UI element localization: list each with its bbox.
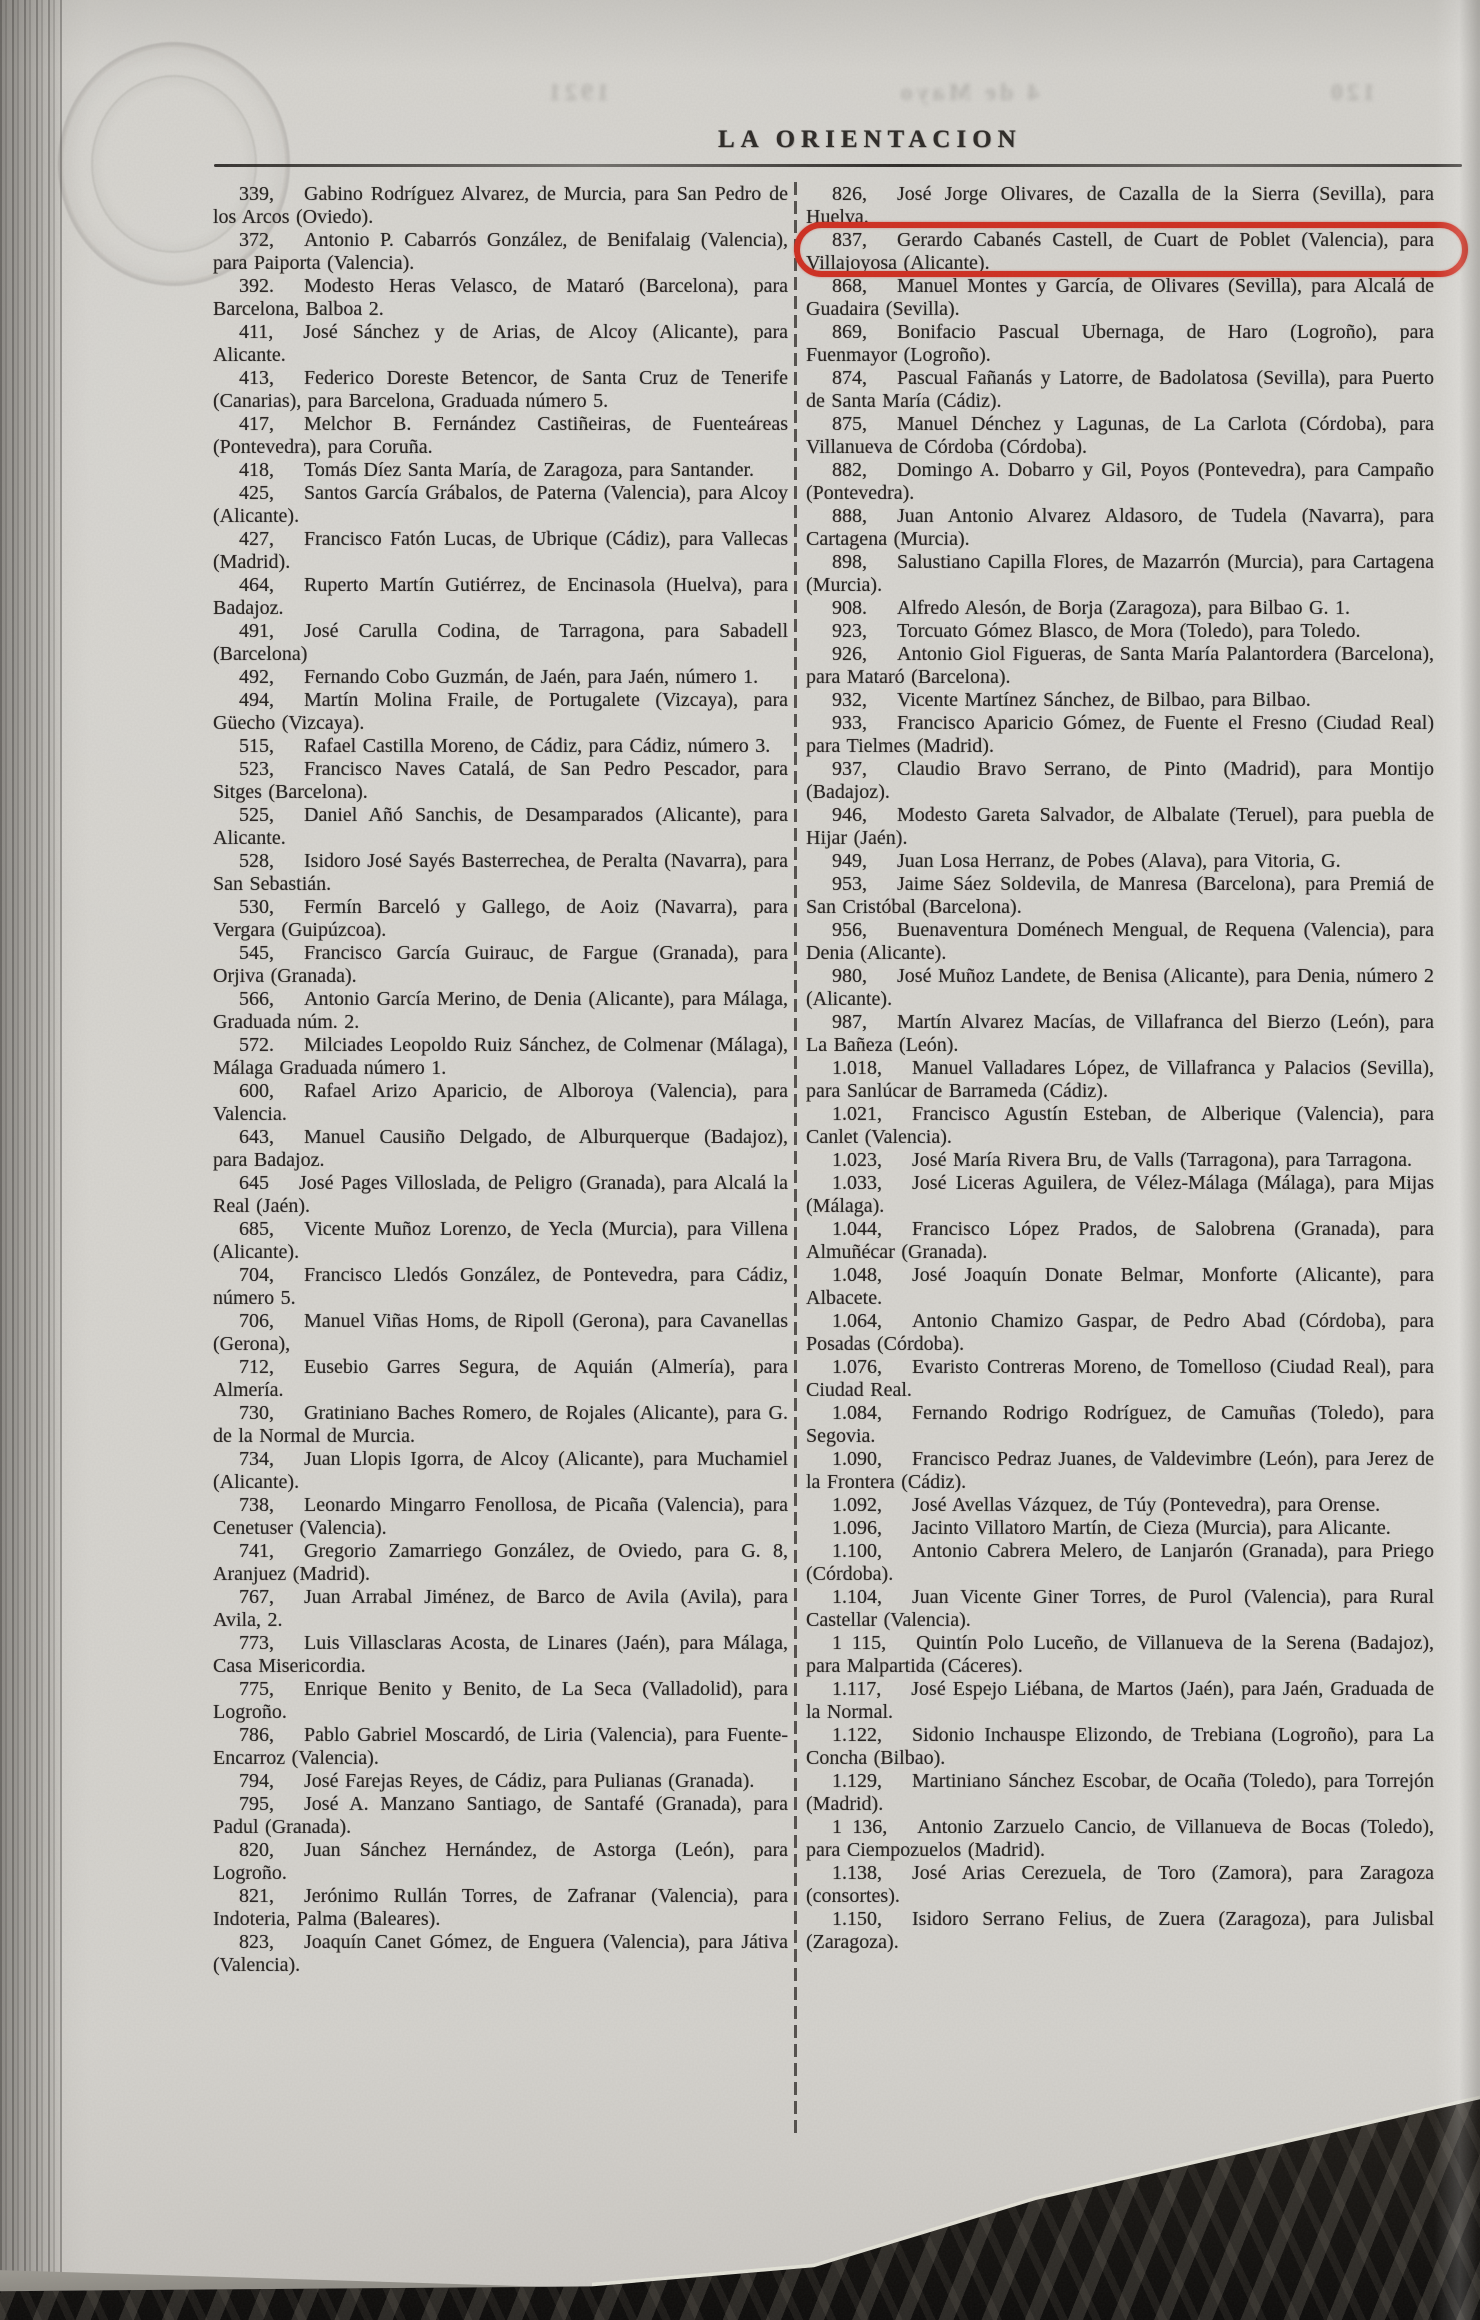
entry-number: 1.138, bbox=[832, 1862, 882, 1884]
entry-text: Jerónimo Rullán Torres, de Zafranar (Valencia), para Indoteria, Palma (Baleares). bbox=[213, 1885, 788, 1930]
list-entry bbox=[806, 505, 1434, 551]
entry-number: 643, bbox=[239, 1126, 274, 1148]
list-entry bbox=[213, 1632, 788, 1678]
entry-number: 795, bbox=[239, 1793, 274, 1815]
entry-text: Juan Vicente Giner Torres, de Purol (Valencia), para Rural Castellar (Valencia). bbox=[806, 1586, 1434, 1631]
list-entry bbox=[213, 1402, 788, 1448]
entry-text: José Jorge Olivares, de Cazalla de la Sierra (Sevilla), para Huelva. bbox=[806, 183, 1434, 228]
list-entry bbox=[806, 689, 1434, 712]
list-entry bbox=[806, 1632, 1434, 1678]
entry-text: Federico Doreste Betencor, de Santa Cruz de Tenerife (Canarias), para Barcelona, Graduada número 5. bbox=[213, 367, 788, 412]
entry-number: 545, bbox=[239, 942, 274, 964]
entry-text: Alfredo Alesón, de Borja (Zaragoza), para Bilbao G. 1. bbox=[897, 597, 1350, 619]
entry-number: 821, bbox=[239, 1885, 274, 1907]
entry-text: Sidonio Inchauspe Elizondo, de Trebiana (Logroño), para La Concha (Bilbao). bbox=[806, 1724, 1434, 1769]
show-through-fragment: 4 de Mayo bbox=[896, 80, 1040, 106]
entry-text: Isidoro Serrano Felius, de Zuera (Zaragoza), para Julisbal (Zaragoza). bbox=[806, 1908, 1434, 1953]
entry-text: Francisco Aparicio Gómez, de Fuente el Fresno (Ciudad Real) para Tielmes (Madrid). bbox=[806, 712, 1434, 757]
masthead-rule bbox=[214, 164, 1462, 167]
entry-number: 417, bbox=[239, 413, 274, 435]
entry-text: Vicente Muñoz Lorenzo, de Yecla (Murcia), para Villena (Alicante). bbox=[213, 1218, 788, 1263]
list-entry bbox=[213, 1310, 788, 1356]
entry-number: 515, bbox=[239, 735, 274, 757]
show-through-text bbox=[545, 80, 1375, 107]
entry-number: 949, bbox=[832, 850, 867, 872]
list-entry bbox=[806, 1517, 1434, 1540]
list-entry bbox=[806, 1540, 1434, 1586]
list-entry bbox=[213, 1540, 788, 1586]
list-entry bbox=[213, 1586, 788, 1632]
entry-text: Juan Losa Herranz, de Pobes (Alava), para Vitoria, G. bbox=[897, 850, 1341, 872]
entry-number: 980, bbox=[832, 965, 867, 987]
entry-number: 566, bbox=[239, 988, 274, 1010]
entry-text: Jacinto Villatoro Martín, de Cieza (Murcia), para Alicante. bbox=[912, 1517, 1391, 1539]
entry-text: Fernando Rodrigo Rodríguez, de Camuñas (Toledo), para Segovia. bbox=[806, 1402, 1434, 1447]
list-entry bbox=[806, 413, 1434, 459]
entry-number: 528, bbox=[239, 850, 274, 872]
list-entry bbox=[213, 459, 788, 482]
entry-text: Domingo A. Dobarro y Gil, Poyos (Pontevedra), para Campaño (Pontevedra). bbox=[806, 459, 1434, 504]
entry-number: 1.076, bbox=[832, 1356, 882, 1378]
entry-text: Pablo Gabriel Moscardó, de Liria (Valencia), para Fuente-Encarroz (Valencia). bbox=[213, 1724, 788, 1769]
entry-text: Evaristo Contreras Moreno, de Tomelloso (Ciudad Real), para Ciudad Real. bbox=[806, 1356, 1434, 1401]
list-entry bbox=[806, 1402, 1434, 1448]
list-entry bbox=[213, 528, 788, 574]
entry-text: Buenaventura Doménech Mengual, de Requena (Valencia), para Denia (Alicante). bbox=[806, 919, 1434, 964]
entry-number: 926, bbox=[832, 643, 867, 665]
entry-text: José Pages Villoslada, de Peligro (Granada), para Alcalá la Real (Jaén). bbox=[213, 1172, 788, 1217]
entry-text: José Liceras Aguilera, de Vélez-Málaga (Málaga), para Mijas (Málaga). bbox=[806, 1172, 1434, 1217]
entry-text: Daniel Añó Sanchis, de Desamparados (Alicante), para Alicante. bbox=[213, 804, 788, 849]
entry-text: José Espejo Liébana, de Martos (Jaén), para Jaén, Graduada de la Normal. bbox=[806, 1678, 1434, 1723]
entry-number: 826, bbox=[832, 183, 867, 205]
list-entry bbox=[806, 1816, 1434, 1862]
show-through-fragment: 1921 bbox=[545, 80, 609, 106]
entry-number: 868, bbox=[832, 275, 867, 297]
entry-number: 738, bbox=[239, 1494, 274, 1516]
entry-number: 869, bbox=[832, 321, 867, 343]
list-entry bbox=[806, 804, 1434, 850]
entry-text: José Farejas Reyes, de Cádiz, para Pulianas (Granada). bbox=[304, 1770, 755, 1792]
entry-text: Salustiano Capilla Flores, de Mazarrón (Murcia), para Cartagena (Murcia). bbox=[806, 551, 1434, 596]
list-entry bbox=[806, 712, 1434, 758]
entry-text: Bonifacio Pascual Ubernaga, de Haro (Logroño), para Fuenmayor (Logroño). bbox=[806, 321, 1434, 366]
entry-number: 908. bbox=[832, 597, 867, 619]
entry-number: 1.021, bbox=[832, 1103, 882, 1125]
column-divider bbox=[794, 182, 797, 2134]
entry-text: Enrique Benito y Benito, de La Seca (Valladolid), para Logroño. bbox=[213, 1678, 788, 1723]
entry-text: Rafael Castilla Moreno, de Cádiz, para Cádiz, número 3. bbox=[304, 735, 771, 757]
entry-text: Francisco Pedraz Juanes, de Valdevimbre (León), para Jerez de la Frontera (Cádiz). bbox=[806, 1448, 1434, 1493]
list-entry bbox=[806, 1770, 1434, 1816]
entry-text: Isidoro José Sayés Basterrechea, de Peralta (Navarra), para San Sebastián. bbox=[213, 850, 788, 895]
list-entry bbox=[213, 1770, 788, 1793]
list-entry bbox=[806, 758, 1434, 804]
list-entry bbox=[213, 1885, 788, 1931]
list-entry bbox=[806, 183, 1434, 229]
entry-text: Manuel Montes y García, de Olivares (Sevilla), para Alcalá de Guadaira (Sevilla). bbox=[806, 275, 1434, 320]
entry-text: José Carulla Codina, de Tarragona, para Sabadell (Barcelona) bbox=[213, 620, 788, 665]
entry-number: 875, bbox=[832, 413, 867, 435]
entry-number: 741, bbox=[239, 1540, 274, 1562]
entry-number: 372, bbox=[239, 229, 274, 251]
entry-text: Martiniano Sánchez Escobar, de Ocaña (Toledo), para Torrejón (Madrid). bbox=[806, 1770, 1434, 1815]
list-entry bbox=[213, 988, 788, 1034]
entry-text: Fernando Cobo Guzmán, de Jaén, para Jaén, número 1. bbox=[304, 666, 759, 688]
list-entry bbox=[213, 1218, 788, 1264]
list-entry bbox=[806, 459, 1434, 505]
entry-text: Juan Llopis Igorra, de Alcoy (Alicante), para Muchamiel (Alicante). bbox=[213, 1448, 788, 1493]
list-entry bbox=[213, 1448, 788, 1494]
entry-text: Martín Alvarez Macías, de Villafranca del Bierzo (León), para La Bañeza (León). bbox=[806, 1011, 1434, 1056]
entry-text: Martín Molina Fraile, de Portugalete (Vizcaya), para Güecho (Vizcaya). bbox=[213, 689, 788, 734]
list-entry bbox=[213, 689, 788, 735]
entry-text: Gerardo Cabanés Castell, de Cuart de Poblet (Valencia), para Villajoyosa (Alicante). bbox=[806, 229, 1434, 274]
list-entry bbox=[806, 1678, 1434, 1724]
entry-number: 767, bbox=[239, 1586, 274, 1608]
entry-text: José Joaquín Donate Belmar, Monforte (Alicante), para Albacete. bbox=[806, 1264, 1434, 1309]
entry-number: 730, bbox=[239, 1402, 274, 1424]
list-entry bbox=[806, 1356, 1434, 1402]
entry-text: Joaquín Canet Gómez, de Enguera (Valencia), para Játiva (Valencia). bbox=[213, 1931, 788, 1976]
list-entry bbox=[806, 229, 1434, 275]
entry-number: 953, bbox=[832, 873, 867, 895]
list-entry bbox=[213, 666, 788, 689]
list-entry bbox=[806, 597, 1434, 620]
entry-number: 734, bbox=[239, 1448, 274, 1470]
entry-text: Antonio Cabrera Melero, de Lanjarón (Granada), para Priego (Córdoba). bbox=[806, 1540, 1434, 1585]
list-entry bbox=[806, 1149, 1434, 1172]
entry-number: 820, bbox=[239, 1839, 274, 1861]
entry-number: 775, bbox=[239, 1678, 274, 1700]
entry-number: 530, bbox=[239, 896, 274, 918]
list-entry bbox=[213, 850, 788, 896]
entry-number: 1.122, bbox=[832, 1724, 882, 1746]
entry-text: Santos García Grábalos, de Paterna (Valencia), para Alcoy (Alicante). bbox=[213, 482, 788, 527]
list-entry bbox=[806, 1218, 1434, 1264]
list-entry bbox=[213, 1126, 788, 1172]
entry-text: Quintín Polo Luceño, de Villanueva de la Serena (Badajoz), para Malpartida (Cáceres). bbox=[806, 1632, 1434, 1677]
list-entry bbox=[213, 367, 788, 413]
entry-text: Juan Sánchez Hernández, de Astorga (León), para Logroño. bbox=[213, 1839, 788, 1884]
list-entry bbox=[806, 643, 1434, 689]
entry-number: 946, bbox=[832, 804, 867, 826]
entry-number: 882, bbox=[832, 459, 867, 481]
entry-text: Juan Arrabal Jiménez, de Barco de Avila (Avila), para Avila, 2. bbox=[213, 1586, 788, 1631]
entry-number: 704, bbox=[239, 1264, 274, 1286]
entry-text: José Muñoz Landete, de Benisa (Alicante), para Denia, número 2 (Alicante). bbox=[806, 965, 1434, 1010]
entry-number: 898, bbox=[832, 551, 867, 573]
entry-number: 794, bbox=[239, 1770, 274, 1792]
entry-text: Francisco Fatón Lucas, de Ubrique (Cádiz), para Vallecas (Madrid). bbox=[213, 528, 788, 573]
page-right-edge-shading bbox=[1434, 0, 1480, 2320]
entry-number: 494, bbox=[239, 689, 274, 711]
entry-number: 933, bbox=[832, 712, 867, 734]
list-entry bbox=[806, 1908, 1434, 1954]
list-entry bbox=[213, 482, 788, 528]
entry-text: José Sánchez y de Arias, de Alcoy (Alicante), para Alicante. bbox=[213, 321, 788, 366]
entry-number: 932, bbox=[832, 689, 867, 711]
list-entry bbox=[806, 1724, 1434, 1770]
list-entry bbox=[806, 1310, 1434, 1356]
entry-number: 572. bbox=[239, 1034, 274, 1056]
entry-number: 1 136, bbox=[832, 1816, 888, 1838]
list-entry bbox=[213, 1793, 788, 1839]
entry-text: Manuel Dénchez y Lagunas, de La Carlota (Córdoba), para Villanueva de Córdoba (Córdoba). bbox=[806, 413, 1434, 458]
entry-text: Torcuato Gómez Blasco, de Mora (Toledo), para Toledo. bbox=[897, 620, 1361, 642]
entry-text: Antonio P. Cabarrós González, de Benifalaig (Valencia), para Paiporta (Valencia). bbox=[213, 229, 788, 274]
list-entry bbox=[213, 229, 788, 275]
list-entry bbox=[806, 1494, 1434, 1517]
entry-text: Jaime Sáez Soldevila, de Manresa (Barcelona), para Premiá de San Cristóbal (Barcelona). bbox=[806, 873, 1434, 918]
list-entry bbox=[213, 1724, 788, 1770]
entry-number: 956, bbox=[832, 919, 867, 941]
entry-number: 786, bbox=[239, 1724, 274, 1746]
entry-text: Fermín Barceló y Gallego, de Aoiz (Navarra), para Vergara (Guipúzcoa). bbox=[213, 896, 788, 941]
entry-number: 923, bbox=[832, 620, 867, 642]
entry-number: 425, bbox=[239, 482, 274, 504]
entry-text: Francisco Lledós González, de Pontevedra, para Cádiz, número 5. bbox=[213, 1264, 788, 1309]
entry-text: Juan Antonio Alvarez Aldasoro, de Tudela (Navarra), para Cartagena (Murcia). bbox=[806, 505, 1434, 550]
list-entry bbox=[806, 850, 1434, 873]
entry-number: 1.084, bbox=[832, 1402, 882, 1424]
entry-text: Luis Villasclaras Acosta, de Linares (Jaén), para Málaga, Casa Misericordia. bbox=[213, 1632, 788, 1677]
entry-number: 339, bbox=[239, 183, 274, 205]
show-through-fragment: 120 bbox=[1327, 80, 1375, 106]
list-entry bbox=[806, 1264, 1434, 1310]
entry-number: 1.033, bbox=[832, 1172, 882, 1194]
entry-number: 525, bbox=[239, 804, 274, 826]
entry-number: 1.048, bbox=[832, 1264, 882, 1286]
entry-number: 888, bbox=[832, 505, 867, 527]
list-entry bbox=[213, 1678, 788, 1724]
entry-number: 464, bbox=[239, 574, 274, 596]
list-entry bbox=[213, 1172, 788, 1218]
list-entry bbox=[806, 1103, 1434, 1149]
entry-number: 411, bbox=[239, 321, 274, 343]
entry-number: 1.096, bbox=[832, 1517, 882, 1539]
entry-text: Rafael Arizo Aparicio, de Alboroya (Valencia), para Valencia. bbox=[213, 1080, 788, 1125]
list-entry bbox=[213, 275, 788, 321]
entry-text: Antonio Chamizo Gaspar, de Pedro Abad (Córdoba), para Posadas (Córdoba). bbox=[806, 1310, 1434, 1355]
column-right bbox=[806, 183, 1434, 1954]
entry-text: José María Rivera Bru, de Valls (Tarragona), para Tarragona. bbox=[912, 1149, 1412, 1171]
entry-text: Milciades Leopoldo Ruiz Sánchez, de Colmenar (Málaga), Málaga Graduada número 1. bbox=[213, 1034, 788, 1079]
entry-text: Francisco Agustín Esteban, de Alberique (Valencia), para Canlet (Valencia). bbox=[806, 1103, 1434, 1148]
entry-number: 987, bbox=[832, 1011, 867, 1033]
entry-text: José A. Manzano Santiago, de Santafé (Granada), para Padul (Granada). bbox=[213, 1793, 788, 1838]
entry-number: 1.023, bbox=[832, 1149, 882, 1171]
entry-number: 1.064, bbox=[832, 1310, 882, 1332]
entry-number: 837, bbox=[832, 229, 867, 251]
entry-number: 1.117, bbox=[832, 1678, 882, 1700]
entry-number: 712, bbox=[239, 1356, 274, 1378]
list-entry bbox=[213, 620, 788, 666]
entry-number: 823, bbox=[239, 1931, 274, 1953]
entry-text: Antonio Zarzuelo Cancio, de Villanueva de Bocas (Toledo), para Ciempozuelos (Madrid). bbox=[806, 1816, 1434, 1861]
list-entry bbox=[806, 367, 1434, 413]
list-entry bbox=[806, 965, 1434, 1011]
list-entry bbox=[213, 321, 788, 367]
masthead-title: LA ORIENTACION bbox=[718, 126, 1022, 153]
list-entry bbox=[806, 620, 1434, 643]
entry-number: 773, bbox=[239, 1632, 274, 1654]
entry-number: 492, bbox=[239, 666, 274, 688]
entry-number: 523, bbox=[239, 758, 274, 780]
list-entry bbox=[213, 413, 788, 459]
list-entry bbox=[213, 1356, 788, 1402]
entry-number: 685, bbox=[239, 1218, 274, 1240]
entry-text: Tomás Díez Santa María, de Zaragoza, para Santander. bbox=[304, 459, 755, 481]
binding-edge bbox=[0, 0, 62, 2320]
list-entry bbox=[213, 1080, 788, 1126]
entry-text: Gabino Rodríguez Alvarez, de Murcia, para San Pedro de los Arcos (Oviedo). bbox=[213, 183, 788, 228]
list-entry bbox=[806, 873, 1434, 919]
entry-text: Eusebio Garres Segura, de Aquián (Almería), para Almería. bbox=[213, 1356, 788, 1401]
entry-text: Antonio García Merino, de Denia (Alicante), para Málaga, Graduada núm. 2. bbox=[213, 988, 788, 1033]
entry-text: Modesto Heras Velasco, de Mataró (Barcelona), para Barcelona, Balboa 2. bbox=[213, 275, 788, 320]
entry-text: Francisco López Prados, de Salobrena (Granada), para Almuñécar (Granada). bbox=[806, 1218, 1434, 1263]
entry-number: 937, bbox=[832, 758, 867, 780]
entry-number: 1.092, bbox=[832, 1494, 882, 1516]
entry-text: José Arias Cerezuela, de Toro (Zamora), para Zaragoza (consortes). bbox=[806, 1862, 1434, 1907]
list-entry bbox=[213, 1931, 788, 1977]
entry-text: Gregorio Zamarriego González, de Oviedo, para G. 8, Aranjuez (Madrid). bbox=[213, 1540, 788, 1585]
entry-text: Manuel Causiño Delgado, de Alburquerque (Badajoz), para Badajoz. bbox=[213, 1126, 788, 1171]
list-entry bbox=[806, 551, 1434, 597]
list-entry bbox=[806, 275, 1434, 321]
entry-text: José Avellas Vázquez, de Túy (Pontevedra), para Orense. bbox=[912, 1494, 1381, 1516]
list-entry bbox=[213, 804, 788, 850]
list-entry bbox=[213, 896, 788, 942]
entry-number: 1.044, bbox=[832, 1218, 882, 1240]
entry-number: 413, bbox=[239, 367, 274, 389]
entry-text: Manuel Valladares López, de Villafranca y Palacios (Sevilla), para Sanlúcar de Barrameda (Cádiz). bbox=[806, 1057, 1434, 1102]
entry-text: Leonardo Mingarro Fenollosa, de Picaña (Valencia), para Cenetuser (Valencia). bbox=[213, 1494, 788, 1539]
entry-text: Ruperto Martín Gutiérrez, de Encinasola (Huelva), para Badajoz. bbox=[213, 574, 788, 619]
entry-number: 1.150, bbox=[832, 1908, 882, 1930]
entry-text: Francisco Naves Catalá, de San Pedro Pescador, para Sitges (Barcelona). bbox=[213, 758, 788, 803]
list-entry bbox=[806, 321, 1434, 367]
list-entry bbox=[213, 1839, 788, 1885]
entry-text: Francisco García Guirauc, de Fargue (Granada), para Orjiva (Granada). bbox=[213, 942, 788, 987]
entry-number: 418, bbox=[239, 459, 274, 481]
list-entry bbox=[806, 1172, 1434, 1218]
entry-text: Vicente Martínez Sánchez, de Bilbao, para Bilbao. bbox=[897, 689, 1311, 711]
list-entry bbox=[806, 1862, 1434, 1908]
list-entry bbox=[213, 735, 788, 758]
list-entry bbox=[213, 1034, 788, 1080]
entry-number: 1.018, bbox=[832, 1057, 882, 1079]
list-entry bbox=[806, 1448, 1434, 1494]
entry-number: 1.100, bbox=[832, 1540, 882, 1562]
entry-number: 1.129, bbox=[832, 1770, 882, 1792]
entry-number: 1 115, bbox=[832, 1632, 887, 1654]
list-entry bbox=[213, 758, 788, 804]
list-entry bbox=[806, 1011, 1434, 1057]
entry-text: Manuel Viñas Homs, de Ripoll (Gerona), para Cavanellas (Gerona), bbox=[213, 1310, 788, 1355]
entry-number: 1.104, bbox=[832, 1586, 882, 1608]
list-entry bbox=[806, 1057, 1434, 1103]
entry-text: Pascual Fañanás y Latorre, de Badolatosa (Sevilla), para Puerto de Santa María (Cádiz). bbox=[806, 367, 1434, 412]
entry-text: Antonio Giol Figueras, de Santa María Palantordera (Barcelona), para Mataró (Barcelona). bbox=[806, 643, 1434, 688]
entry-number: 427, bbox=[239, 528, 274, 550]
list-entry bbox=[806, 919, 1434, 965]
list-entry bbox=[213, 183, 788, 229]
entry-number: 706, bbox=[239, 1310, 274, 1332]
list-entry bbox=[213, 1494, 788, 1540]
list-entry bbox=[213, 574, 788, 620]
column-left bbox=[213, 183, 788, 1977]
entry-number: 645 bbox=[239, 1172, 269, 1194]
list-entry bbox=[213, 942, 788, 988]
entry-text: Gratiniano Baches Romero, de Rojales (Alicante), para G. de la Normal de Murcia. bbox=[213, 1402, 788, 1447]
entry-text: Melchor B. Fernández Castiñeiras, de Fuenteáreas (Pontevedra), para Coruña. bbox=[213, 413, 788, 458]
entry-text: Claudio Bravo Serrano, de Pinto (Madrid), para Montijo (Badajoz). bbox=[806, 758, 1434, 803]
entry-number: 600, bbox=[239, 1080, 274, 1102]
entry-number: 392. bbox=[239, 275, 274, 297]
entry-text: Modesto Gareta Salvador, de Albalate (Teruel), para puebla de Hijar (Jaén). bbox=[806, 804, 1434, 849]
entry-number: 1.090, bbox=[832, 1448, 882, 1470]
entry-number: 491, bbox=[239, 620, 274, 642]
list-entry bbox=[213, 1264, 788, 1310]
list-entry bbox=[806, 1586, 1434, 1632]
entry-number: 874, bbox=[832, 367, 867, 389]
